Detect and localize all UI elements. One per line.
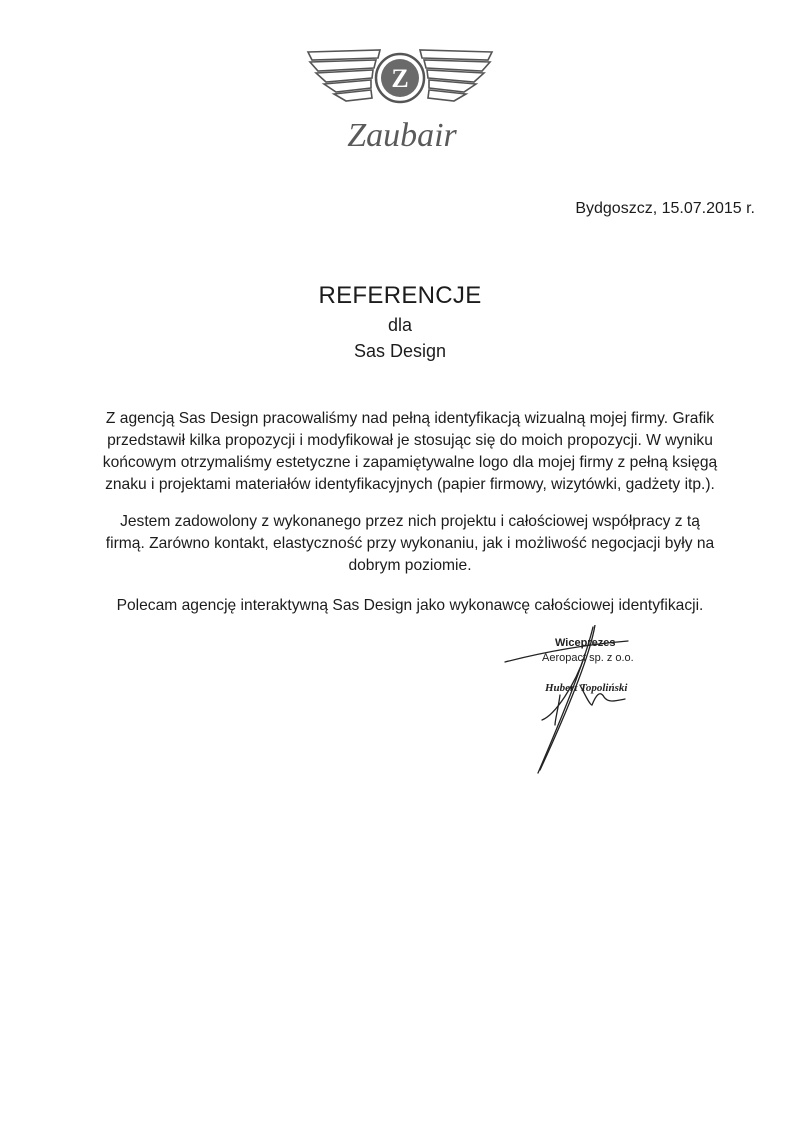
heading-block <box>0 280 800 364</box>
stamp-position-title: Wiceprezes <box>555 637 616 649</box>
paragraph-intro: Z agencją Sas Design pracowaliśmy nad pełną identyfikacją wizualną mojej firmy. Grafik przedstawił kilka propozycji i modyfikował je stosując się do moich propozycji. W wyniku końcowym otrzymaliśmy estetyczne i zapamiętywalne logo dla mojej firmy z pełną księgą znaku i projektami materiałów identyfikacyjnych (papier firmowy, wizytówki, gadżety itp.). <box>102 410 718 493</box>
handwritten-signature-icon <box>500 625 660 785</box>
stamp-signatory: Hubert Topoliński <box>545 682 628 694</box>
heading-for: dla <box>387 315 413 335</box>
paragraph-satisfaction: Jestem zadowolony z wykonanego przez nich projektu i całościowej współpracy z tą firmą. Zarówno kontakt, elastyczność przy wykonaniu, jak i możliwość negocjacji były na dobrym poziomie. <box>105 513 715 574</box>
brand-name: Zaubair <box>347 117 457 154</box>
emblem-letter: Z <box>391 64 409 93</box>
date-line: Bydgoszcz, 15.07.2015 r. <box>575 200 755 217</box>
company-logo <box>300 38 500 163</box>
signature-stamp <box>500 625 660 785</box>
stamp-company: Aeropact sp. z o.o. <box>542 652 634 664</box>
winged-z-emblem-icon <box>300 38 500 163</box>
paragraph-recommendation: Polecam agencję interaktywną Sas Design jako wykonawcę całościowej identyfikacji. <box>116 597 704 614</box>
heading-recipient: Sas Design <box>353 341 447 361</box>
document-title: REFERENCJE <box>318 282 482 309</box>
